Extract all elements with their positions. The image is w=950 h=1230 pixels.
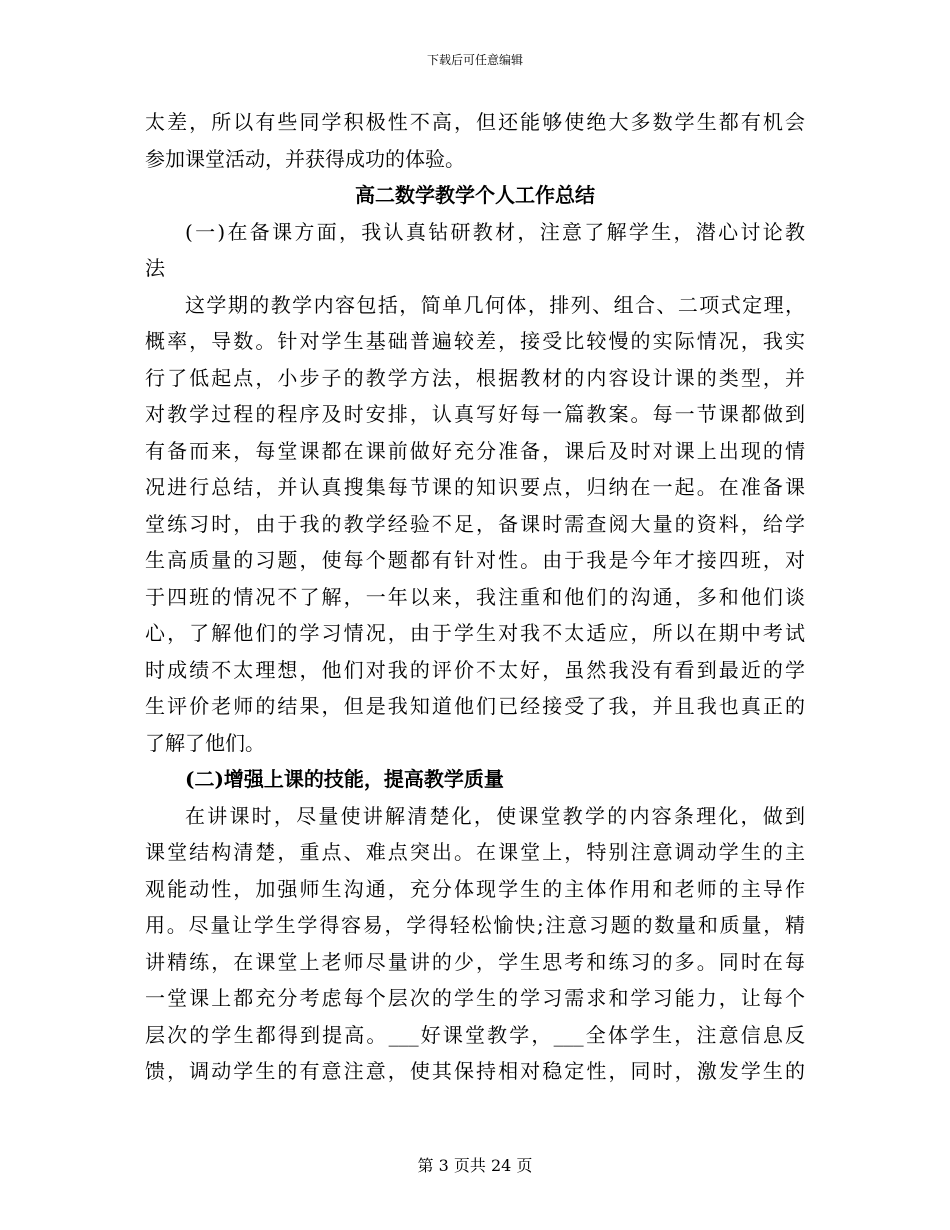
text-line: 法 bbox=[145, 256, 165, 280]
text-line: 堂练习时，由于我的教学经验不足，备课时需查阅大量的资料，给学 bbox=[145, 511, 805, 536]
document-body bbox=[145, 104, 805, 1090]
page-header: 下载后可任意编辑 bbox=[426, 53, 523, 67]
text-line: 心，了解他们的学习情况，由于学生对我不太适应，所以在期中考试 bbox=[145, 621, 805, 645]
text-line: 行了低起点，小步子的教学方法，根据教材的内容设计课的类型，并 bbox=[145, 365, 805, 390]
text-line: 讲精练，在课堂上老师尽量讲的少，学生思考和练习的多。同时在每 bbox=[145, 949, 805, 974]
text-line: 一堂课上都充分考虑每个层次的学生的学习需求和学习能力，让每个 bbox=[145, 986, 805, 1010]
text-line: 这学期的教学内容包括，简单几何体，排列、组合、二项式定理， bbox=[185, 292, 805, 317]
text-line: 层次的学生都得到提高。___好课堂教学，___全体学生，注意信息反 bbox=[145, 1022, 805, 1047]
text-line: 概率，导数。针对学生基础普遍较差，接受比较慢的实际情况，我实 bbox=[145, 329, 805, 353]
text-line: 课堂结构清楚，重点、难点突出。在课堂上，特别注意调动学生的主 bbox=[145, 840, 805, 864]
section-heading: (二)增强上课的技能，提高教学质量 bbox=[185, 767, 504, 791]
text-line: 参加课堂活动，并获得成功的体验。 bbox=[145, 146, 465, 171]
text-line: 生高质量的习题，使每个题都有针对性。由于我是今年才接四班，对 bbox=[145, 548, 805, 572]
text-line: 太差，所以有些同学积极性不高，但还能够使绝大多数学生都有机会 bbox=[145, 110, 805, 134]
page-footer: 第 3 页共 24 页 bbox=[417, 1156, 533, 1175]
text-line: 对教学过程的程序及时安排，认真写好每一篇教案。每一节课都做到 bbox=[145, 402, 805, 426]
text-line: 有备而来，每堂课都在课前做好充分准备，课后及时对课上出现的情 bbox=[145, 438, 805, 463]
text-line: 用。尽量让学生学得容易，学得轻松愉快;注意习题的数量和质量，精 bbox=[145, 913, 805, 937]
section-title: 高二数学教学个人工作总结 bbox=[355, 183, 595, 207]
text-line: 生评价老师的结果，但是我知道他们已经接受了我，并且我也真正的 bbox=[145, 694, 805, 718]
text-line: (一)在备课方面，我认真钻研教材，注意了解学生，潜心讨论教 bbox=[185, 219, 805, 244]
text-line: 时成绩不太理想，他们对我的评价不太好，虽然我没有看到最近的学 bbox=[145, 657, 805, 682]
text-line: 况进行总结，并认真搜集每节课的知识要点，归纳在一起。在准备课 bbox=[145, 475, 805, 499]
text-line: 在讲课时，尽量使讲解清楚化，使课堂教学的内容条理化，做到 bbox=[185, 803, 805, 828]
text-line: 了解了他们。 bbox=[145, 730, 265, 755]
text-line: 馈，调动学生的有意注意，使其保持相对稳定性，同时，激发学生的 bbox=[145, 1059, 805, 1083]
text-line: 观能动性，加强师生沟通，充分体现学生的主体作用和老师的主导作 bbox=[145, 876, 805, 901]
text-line: 于四班的情况不了解，一年以来，我注重和他们的沟通，多和他们谈 bbox=[145, 584, 805, 609]
